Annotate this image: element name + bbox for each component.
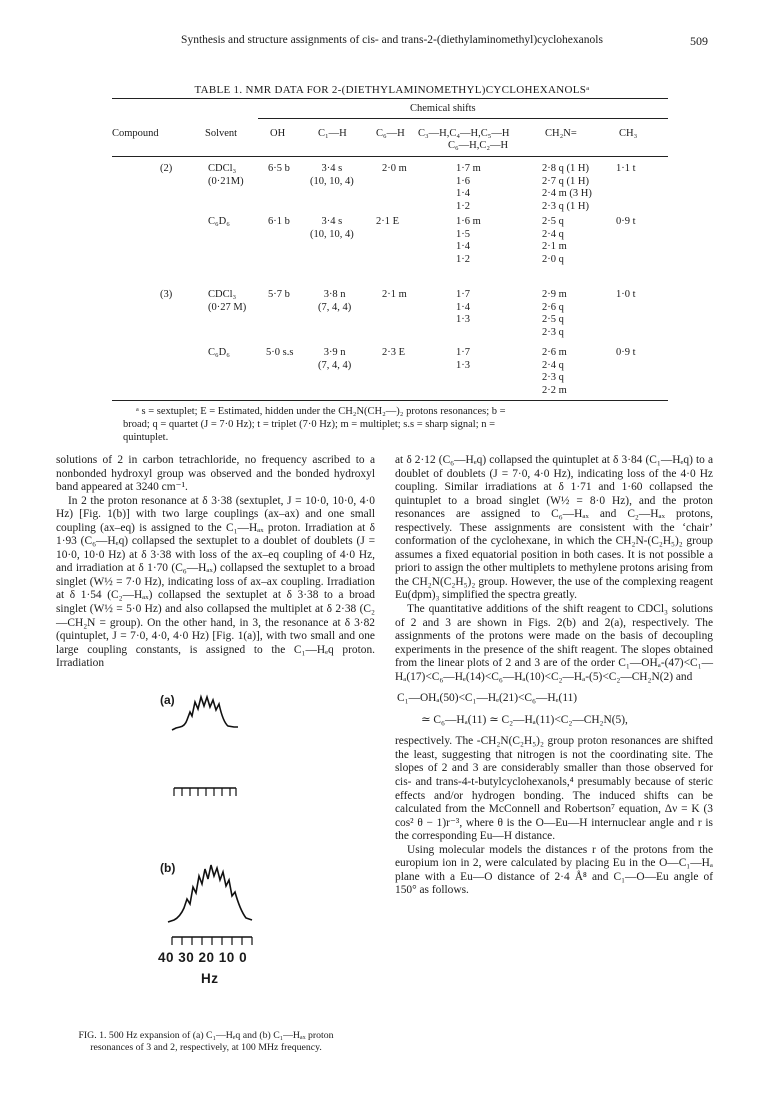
figure-caption: FIG. 1. 500 Hz expansion of (a) C₁—Hₑq and (b) C₁—Hₐₓ proton resonances of 3 and 2, respectively, at 100 MHz frequency.	[78, 1030, 334, 1053]
row2-ch3: 0·9 t	[616, 216, 636, 227]
slope-equation-line-1: C₁—OHₐ(50)<C₁—Hₑ(21)<C₆—Hₑ(11)	[397, 692, 578, 705]
row4-c6h: 2·3 E	[382, 347, 406, 358]
col-header-ring-line2: C₆—H,C₂—H	[448, 140, 509, 151]
spectrum-b-trace	[168, 865, 252, 922]
right-column-text	[395, 454, 713, 898]
row3-compound: (3)	[160, 289, 173, 300]
col-header-ch3: CH₃	[619, 128, 638, 139]
figure-label-a: (a)	[160, 693, 175, 707]
row3-oh: 5·7 b	[268, 289, 290, 300]
spectrum-a-ticks	[174, 788, 236, 796]
row1-ch3: 1·1 t	[616, 163, 636, 174]
axis-tick-labels: 40 30 20 10 0	[158, 950, 248, 965]
col-header-ch2n: CH₂N=	[545, 128, 577, 139]
left-paragraph-1: solutions of 2 in carbon tetrachloride, no frequency ascribed to a nonbonded hydroxyl group was observed and the bonded hydroxyl band appeared at 3240 cm⁻¹.	[56, 454, 375, 494]
chemical-shifts-header: Chemical shifts	[410, 103, 476, 114]
row3-c1h: 3·8 n (7, 4, 4)	[318, 289, 352, 313]
row1-compound: (2)	[160, 163, 173, 174]
figure-label-b: (b)	[160, 861, 176, 875]
row1-ring: 1·7 m 1·6 1·4 1·2	[456, 163, 481, 212]
table-footnote-line2: broad; q = quartet (J = 7·0 Hz); t = triplet (7·0 Hz); m = multiplet; s.s = sharp signal; n =	[123, 419, 496, 430]
row2-solvent: C₆D₆	[208, 216, 230, 227]
col-header-ring: C₃—H,C₄—H,C₅—H	[418, 128, 510, 139]
row1-c1h: 3·4 s (10, 10, 4)	[310, 163, 354, 187]
row3-solvent: CDCl₃ (0·27 M)	[208, 289, 247, 313]
right-paragraph-4: Using molecular models the distances r of the protons from the europium ion in 2, were calculated by placing Eu in the O—C₁—Hₐ plane with a Eu—O distance of 2·4 Å⁸ and C₁—O—Eu angle of 150° as follows.	[395, 843, 713, 897]
row4-c1h: 3·9 n (7, 4, 4)	[318, 347, 352, 371]
spectrum-b-ticks	[172, 937, 252, 945]
row2-ch2n: 2·5 q 2·4 q 2·1 m 2·0 q	[542, 216, 567, 265]
row1-solvent: CDCl₃ (0·21M)	[208, 163, 244, 187]
table-footnote-line1: ᵃ s = sextuplet; E = Estimated, hidden under the CH₂N(CH₂—)₂ protons resonances; b =	[136, 406, 506, 417]
right-paragraph-1: at δ 2·12 (C₆—Hₑq) collapsed the quintuplet at δ 3·84 (C₁—Hₑq) to a doublet of doublets (J = 7·0, 4·0 Hz), indicating loss of the 4·0 Hz coupling. Similar irradiations at δ 1·71 and 1·60 collapsed the quintuplet to a broad singlet (W½ = 8·0 Hz), and the proton resonances are assigned to C₆—Hₐₓ and C₂—Hₐₓ protons, respectively. These assignments are consistent with the ‘chair’ conformation of the cyclohexane, in which the CH₂N-(C₂H₅)₂ group assumes a fixed equatorial position in both cases. It is not possible a priori to assign the other multiplets to methylene protons arising from the CH₂N(C₂H₅)₂ group. However, the use of the complexing reagent Eu(dpm)₃ simplified the spectra greatly.	[395, 454, 713, 602]
table-caption: TABLE 1. NMR DATA FOR 2-(DIETHYLAMINOMETHYL)CYCLOHEXANOLSᵃ	[194, 84, 590, 96]
row3-ch2n: 2·9 m 2·6 q 2·5 q 2·3 q	[542, 289, 567, 338]
running-title: Synthesis and structure assignments of cis- and trans-2-(diethylaminomethyl)cyclohexanols	[181, 34, 603, 46]
row2-oh: 6·1 b	[268, 216, 290, 227]
row4-ch3: 0·9 t	[616, 347, 636, 358]
row3-ring: 1·7 1·4 1·3	[456, 289, 470, 325]
right-paragraph-2: The quantitative additions of the shift reagent to CDCl₃ solutions of 2 and 3 are shown in Figs. 2(b) and 2(a), respectively. The assignments of the protons were made on the basis of decoupling experiments in the presence of the shift reagent. The slopes obtained from the linear plots of 2 and 3 are of the order C₁—OHₐ-(47)<C₁—Hₐ(17)<C₆—Hₑ(14)<C₆—Hₐ(10)<C₂—Hₐ-(5)<C₂—CH₂N(2) and	[395, 603, 713, 683]
row2-ring: 1·6 m 1·5 1·4 1·2	[456, 216, 481, 265]
spectrum-a-trace	[172, 697, 238, 730]
col-header-solvent: Solvent	[205, 128, 238, 139]
row3-c6h: 2·1 m	[382, 289, 407, 300]
page-number: 509	[690, 34, 708, 48]
slope-equation-line-2: ≃ C₆—Hₐ(11) ≃ C₂—Hₐ(11)<C₂—CH₂N(5),	[421, 713, 628, 726]
col-header-compound: Compound	[112, 128, 159, 139]
table-footnote-line3: quintuplet.	[123, 432, 169, 443]
row4-oh: 5·0 s.s	[266, 347, 294, 358]
row2-c6h: 2·1 E	[376, 216, 400, 227]
row4-ch2n: 2·6 m 2·4 q 2·3 q 2·2 m	[542, 347, 567, 396]
row4-solvent: C₆D₆	[208, 347, 230, 358]
col-header-c6h: C₆—H	[376, 128, 405, 139]
row3-ch3: 1·0 t	[616, 289, 636, 300]
row2-c1h: 3·4 s (10, 10, 4)	[310, 216, 354, 240]
row4-ring: 1·7 1·3	[456, 347, 470, 371]
left-paragraph-2: In 2 the proton resonance at δ 3·38 (sextuplet, J = 10·0, 10·0, 4·0 Hz) [Fig. 1(b)] with two large couplings (ax–ax) and one small coupling (ax–eq) is assigned to the C₁—Hₐₓ proton. Irradiation at δ 1·93 (C₆—Hₑq) collapsed the sextuplet to a doublet of doublets (J = 10·0, 10·0 Hz) at δ 3·38 with loss of the ax–eq coupling of 4·0 Hz, and irradiation at δ 1·70 (C₆—Hₐₓ) collapsed the sextuplet to a broad singlet (W½ = 7·0 Hz), indicating loss of ax–ax coupling. Irradiation at δ 1·54 (C₂—Hₐₓ) collapsed the sextuplet at δ 3·38 to a broad singlet (W½ = 5·0 Hz) and also collapsed the multiplet at δ 2·38 (C₂—CH₂N = group). On the other hand, in 3, the resonance at δ 3·82 (quintuplet, J = 7·0, 4·0, 4·0 Hz) [Fig. 1(a)], with two small and one large coupling constants, is assigned to the C₁—Hₑq proton. Irradiation	[56, 494, 375, 670]
row1-oh: 6·5 b	[268, 163, 290, 174]
axis-unit-label: Hz	[201, 971, 219, 986]
col-header-oh: OH	[270, 128, 286, 139]
col-header-c1h: C₁—H	[318, 128, 347, 139]
row1-ch2n: 2·8 q (1 H) 2·7 q (1 H) 2·4 m (3 H) 2·3 q (1 H)	[542, 163, 592, 212]
right-paragraph-3: respectively. The -CH₂N(C₂H₅)₂ group proton resonances are shifted the least, suggesting that nitrogen is not the coordinating site. The slopes of 2 and 3 are considerably smaller than those observed for cis- and trans-4-t-butylcyclohexanols,⁴ presumably because of steric effects and/or hydrogen bonding. The induced shifts can be calculated from the McConnell and Robertson⁷ equation, Δν = K (3 cos² θ − 1)r⁻³, where θ is the O—Eu—H internuclear angle and r is the corresponding Eu—H distance.	[395, 735, 713, 843]
row1-c6h: 2·0 m	[382, 163, 407, 174]
